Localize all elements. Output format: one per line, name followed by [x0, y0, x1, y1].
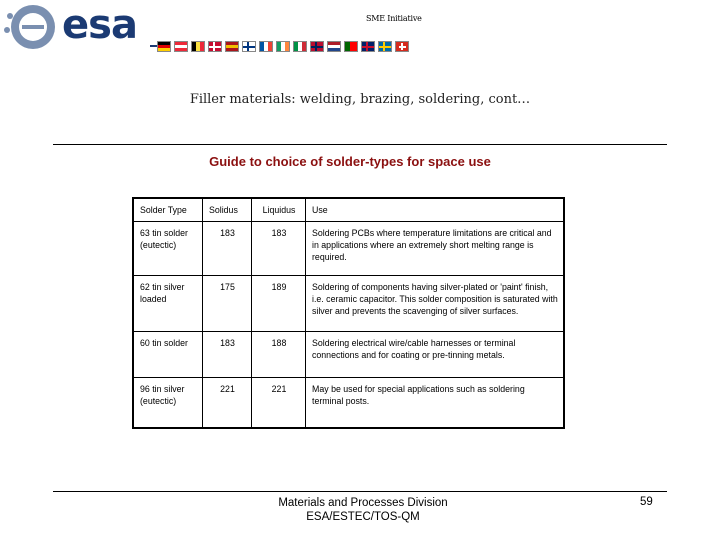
solidus-cell: 183 — [203, 222, 252, 276]
use-cell: Soldering of components having silver-plated or 'paint' finish, i.e. ceramic capacitor. This solder composition is saturated with silver and prevents the scavenging of silver surfaces. — [306, 276, 565, 332]
uk-flag — [361, 41, 375, 52]
page-title: Filler materials: welding, brazing, soldering, cont… — [189, 92, 531, 107]
footer-division: Materials and Processes Division — [278, 497, 448, 509]
page-number: 59 — [640, 496, 653, 508]
solder-type-cell: 96 tin silver (eutectic) — [133, 378, 203, 428]
use-cell: Soldering PCBs where temperature limitations are critical and in applications where an extremely short melting range is required. — [306, 222, 565, 276]
header-solidus: Solidus — [203, 198, 252, 222]
liquidus-cell: 221 — [252, 378, 306, 428]
france-flag — [259, 41, 273, 52]
switzerland-flag — [395, 41, 409, 52]
solidus-cell: 221 — [203, 378, 252, 428]
footer — [0, 496, 720, 524]
esa-logo — [0, 0, 160, 56]
solder-type-cell: 62 tin silver loaded — [133, 276, 203, 332]
liquidus-cell: 183 — [252, 222, 306, 276]
solder-type-cell: 63 tin solder (eutectic) — [133, 222, 203, 276]
finland-flag — [242, 41, 256, 52]
sweden-flag — [378, 41, 392, 52]
table-row — [133, 332, 564, 378]
austria-flag — [174, 41, 188, 52]
logo-text: esa — [62, 2, 137, 48]
table-row — [133, 378, 564, 428]
liquidus-cell: 188 — [252, 332, 306, 378]
table-row — [133, 222, 564, 276]
solder-type-cell: 60 tin solder — [133, 332, 203, 378]
denmark-flag — [208, 41, 222, 52]
ireland-flag — [276, 41, 290, 52]
use-cell: Soldering electrical wire/cable harnesses or terminal connections and for coating or pre-tinning metals. — [306, 332, 565, 378]
member-state-flags — [157, 41, 409, 53]
title-divider — [53, 144, 667, 145]
netherlands-flag — [327, 41, 341, 52]
header-solder-type: Solder Type — [133, 198, 203, 222]
belgium-flag — [191, 41, 205, 52]
table-header-row — [133, 198, 564, 222]
table-row — [133, 276, 564, 332]
spain-flag — [225, 41, 239, 52]
solidus-cell: 175 — [203, 276, 252, 332]
liquidus-cell: 189 — [252, 276, 306, 332]
italy-flag — [293, 41, 307, 52]
header-liquidus: Liquidus — [252, 198, 306, 222]
germany-flag — [157, 41, 171, 52]
esa-logo-icon — [0, 0, 62, 56]
footer-divider — [53, 491, 667, 492]
solidus-cell: 183 — [203, 332, 252, 378]
footer-department: ESA/ESTEC/TOS-QM — [306, 511, 420, 523]
portugal-flag — [344, 41, 358, 52]
solder-types-table — [132, 197, 565, 429]
sme-initiative-label: SME Initiative — [366, 14, 422, 23]
header-use: Use — [306, 198, 565, 222]
table-caption: Guide to choice of solder-types for space use — [209, 154, 491, 169]
norway-flag — [310, 41, 324, 52]
use-cell: May be used for special applications such as soldering terminal posts. — [306, 378, 565, 428]
